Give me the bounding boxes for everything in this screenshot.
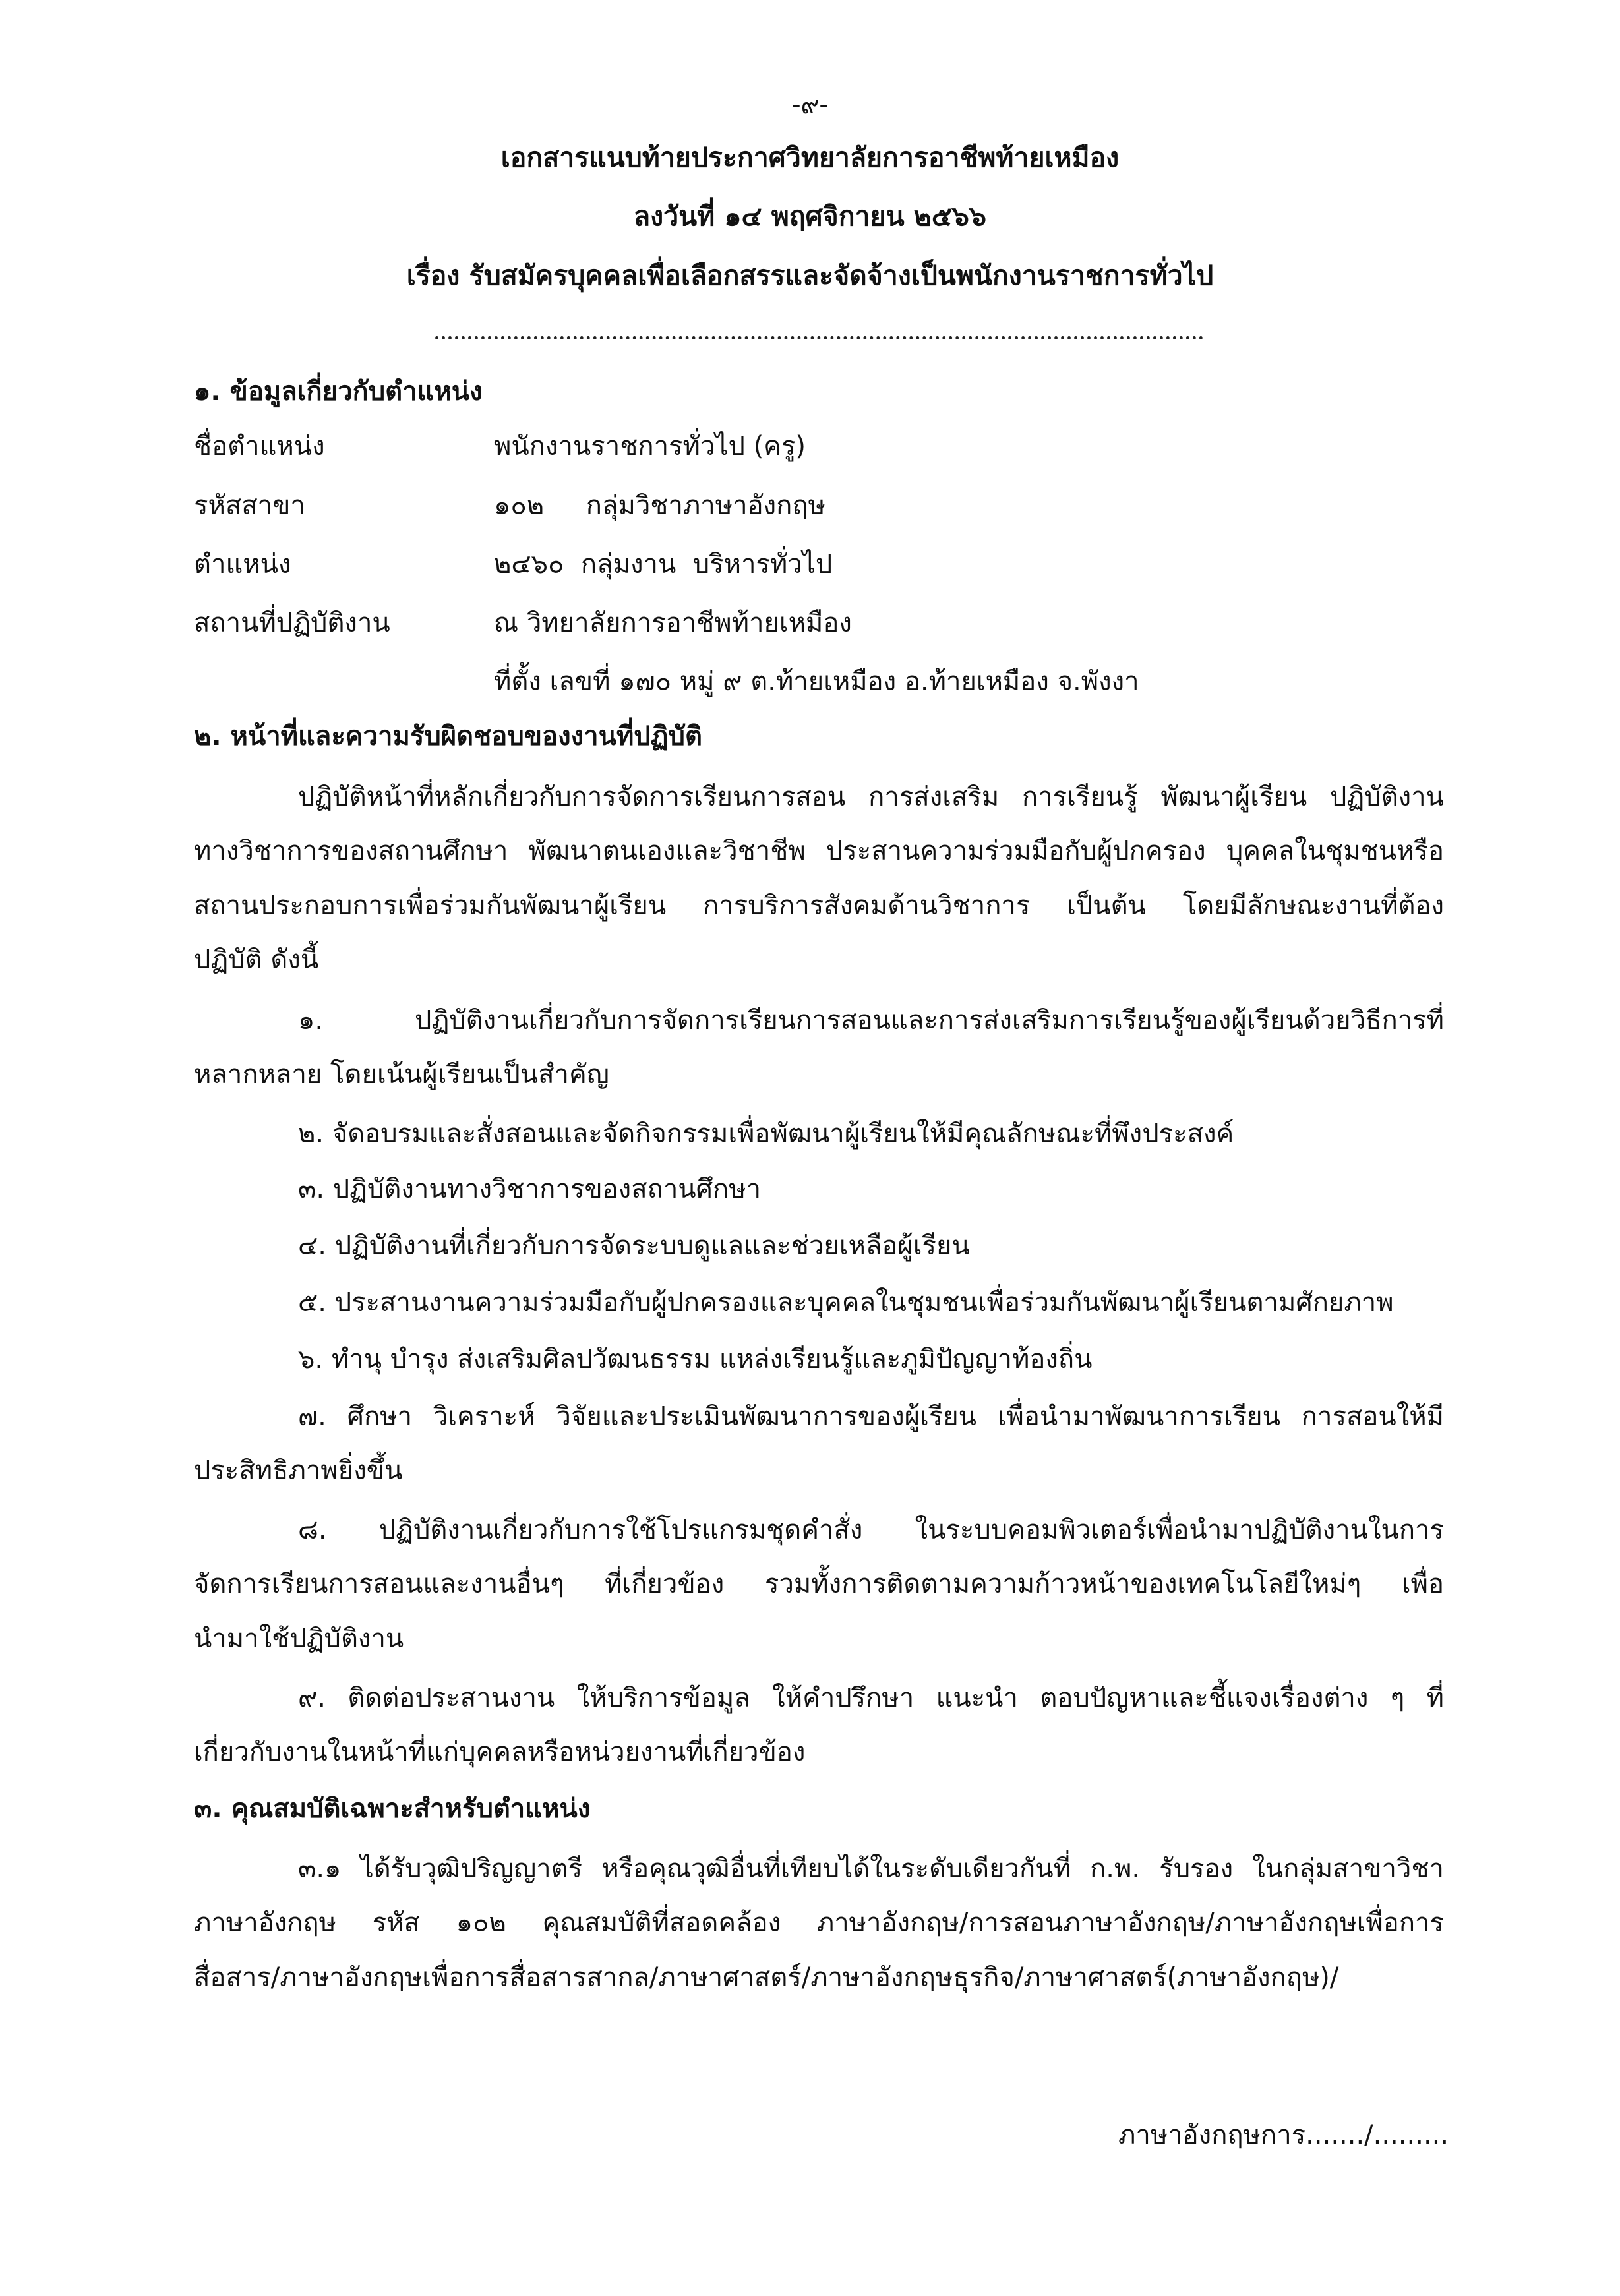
qualification-line: ๓.๑ ได้รับวุฒิปริญญาตรี หรือคุณวุฒิอื่นที่เทียบได้ในระดับเดียวกันที่ ก.พ. รับรอง ในกลุ่มสาขาวิชา: [298, 1854, 1444, 1884]
position-name-label: ชื่อตำแหน่ง: [194, 431, 325, 461]
intro-line: สถานประกอบการเพื่อร่วมกันพัฒนาผู้เรียน การบริการสังคมด้านวิชาการ เป็นต้น โดยมีลักษณะงานที่ต้อง: [194, 891, 1444, 921]
duty-item-5: ๕. ประสานงานความร่วมมือกับผู้ปกครองและบุคคลในชุมชนเพื่อร่วมกันพัฒนาผู้เรียนตามศักยภาพ: [298, 1287, 1394, 1318]
intro-line: ปฏิบัติหน้าที่หลักเกี่ยวกับการจัดการเรียนการสอน การส่งเสริม การเรียนรู้ พัฒนาผู้เรียน ปฏิบัติงาน: [298, 782, 1444, 812]
duty-item-7: ๗. ศึกษา วิเคราะห์ วิจัยและประเมินพัฒนาการของผู้เรียน เพื่อนำมาพัฒนาการเรียน การสอนให้มี: [298, 1401, 1444, 1432]
header-date: ลงวันที่ ๑๔ พฤศจิกายน ๒๕๖๖: [633, 200, 986, 232]
section1-heading: ๑. ข้อมูลเกี่ยวกับตำแหน่ง: [194, 376, 483, 407]
duty-item-1-cont: หลากหลาย โดยเน้นผู้เรียนเป็นสำคัญ: [194, 1059, 609, 1090]
duty-item-4: ๔. ปฏิบัติงานที่เกี่ยวกับการจัดระบบดูแลและช่วยเหลือผู้เรียน: [298, 1231, 970, 1261]
intro-line: ปฏิบัติ ดังนี้: [194, 945, 319, 975]
qualification-line: ภาษาอังกฤษ รหัส ๑๐๒ คุณสมบัติที่สอดคล้อง ภาษาอังกฤษ/การสอนภาษาอังกฤษ/ภาษาอังกฤษเพื่อการ: [194, 1908, 1444, 1938]
duty-item-3: ๓. ปฏิบัติงานทางวิชาการของสถานศึกษา: [298, 1174, 762, 1204]
duty-item-6: ๖. ทำนุ บำรุง ส่งเสริมศิลปวัฒนธรรม แหล่งเรียนรู้และภูมิปัญญาท้องถิ่น: [298, 1344, 1093, 1374]
page-number: -๙-: [791, 90, 829, 119]
duty-item-2: ๒. จัดอบรมและสั่งสอนและจัดกิจกรรมเพื่อพัฒนาผู้เรียนให้มีคุณลักษณะที่พึงประสงค์: [298, 1119, 1234, 1149]
duty-item-9-cont: เกี่ยวกับงานในหน้าที่แก่บุคคลหรือหน่วยงานที่เกี่ยวข้อง: [194, 1737, 806, 1767]
position-value: ๒๔๖๐ กลุ่มงาน บริหารทั่วไป: [494, 549, 833, 579]
duty-item-8-cont: จัดการเรียนการสอนและงานอื่นๆ ที่เกี่ยวข้อง รวมทั้งการติดตามความก้าวหน้าของเทคโนโลยีใหม่ๆ เพื่อ: [194, 1569, 1444, 1599]
workplace-value: ณ วิทยาลัยการอาชีพท้ายเหมือง: [494, 608, 852, 638]
duty-item-1: ๑. ปฏิบัติงานเกี่ยวกับการจัดการเรียนการสอนและการส่งเสริมการเรียนรู้ของผู้เรียนด้วยวิธีการที่: [298, 1005, 1444, 1036]
duty-item-9: ๙. ติดต่อประสานงาน ให้บริการข้อมูล ให้คำปรึกษา แนะนำ ตอบปัญหาและชี้แจงเรื่องต่าง ๆ ที่: [298, 1683, 1444, 1713]
continuation-note: ภาษาอังกฤษการ......./.........: [1118, 2120, 1449, 2150]
header-title: เอกสารแนบท้ายประกาศวิทยาลัยการอาชีพท้ายเหมือง: [500, 142, 1120, 173]
duty-item-8: ๘. ปฏิบัติงานเกี่ยวกับการใช้โปรแกรมชุดคำสั่ง ในระบบคอมพิวเตอร์เพื่อนำมาปฏิบัติงานในการ: [298, 1515, 1444, 1545]
position-label: ตำแหน่ง: [194, 549, 291, 579]
section3-heading: ๓. คุณสมบัติเฉพาะสำหรับตำแหน่ง: [194, 1794, 591, 1824]
duty-item-8-cont: นำมาใช้ปฏิบัติงาน: [194, 1624, 404, 1654]
workplace-address: ที่ตั้ง เลขที่ ๑๗๐ หมู่ ๙ ต.ท้ายเหมือง อ.ท้ายเหมือง จ.พังงา: [494, 666, 1139, 697]
qualification-line: สื่อสาร/ภาษาอังกฤษเพื่อการสื่อสารสากล/ภาษาศาสตร์/ภาษาอังกฤษธุรกิจ/ภาษาศาสตร์(ภาษาอังกฤษ)/: [194, 1962, 1339, 1993]
dotted-divider: [435, 336, 1203, 339]
position-name-value: พนักงานราชการทั่วไป (ครู): [494, 431, 806, 461]
workplace-label: สถานที่ปฏิบัติงาน: [194, 608, 390, 638]
intro-line: ทางวิชาการของสถานศึกษา พัฒนาตนเองและวิชาชีพ ประสานความร่วมมือกับผู้ปกครอง บุคคลในชุมชนหรือ: [194, 836, 1444, 866]
branch-code-value: ๑๐๒ กลุ่มวิชาภาษาอังกฤษ: [494, 490, 825, 521]
branch-code-label: รหัสสาขา: [194, 490, 305, 521]
header-subject: เรื่อง รับสมัครบุคคลเพื่อเลือกสรรและจัดจ้างเป็นพนักงานราชการทั่วไป: [406, 260, 1214, 291]
section2-heading: ๒. หน้าที่และความรับผิดชอบของงานที่ปฏิบัติ: [194, 721, 702, 751]
duty-item-7-cont: ประสิทธิภาพยิ่งขึ้น: [194, 1456, 403, 1486]
